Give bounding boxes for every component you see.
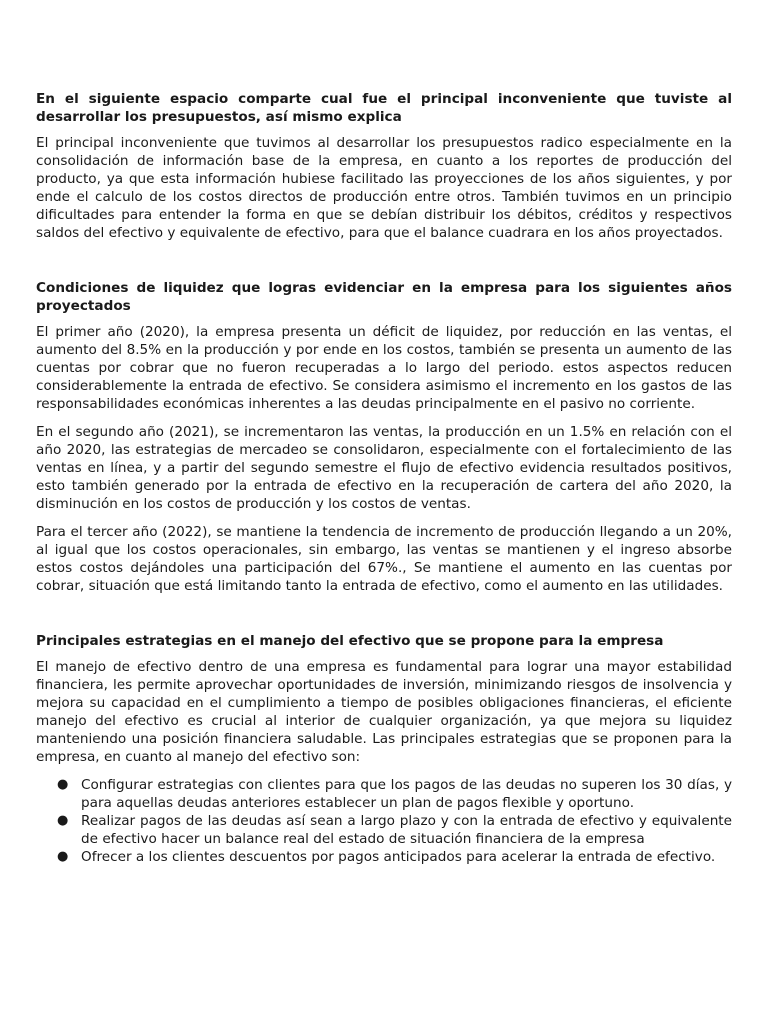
paragraph: Para el tercer año (2022), se mantiene la tendencia de incremento de producción llegando a un 20%, al igual que los costos operacionales, sin embargo, las ventas se mantienen y el ingreso absorbe estos costos dejándoles una participación del 67%., Se mantiene el aumento en las cuentas por cobrar, situación que está limitando tanto la entrada de efectivo, como el aumento en las utilidades.	[36, 524, 732, 594]
bullet-icon: ●	[57, 849, 69, 864]
list-item-text: Configurar estrategias con clientes para que los pagos de las deudas no superen los 30 días, y para aquellas deudas anteriores establecer un plan de pagos flexible y oportuno.	[81, 777, 732, 811]
section-inconveniente	[36, 90, 732, 242]
section-estrategias	[36, 632, 732, 866]
section-heading: En el siguiente espacio comparte cual fue el principal inconveniente que tuviste al desarrollar los presupuestos, así mismo explica	[36, 91, 732, 125]
strategy-list	[36, 776, 732, 866]
section-liquidez	[36, 279, 732, 595]
paragraph: El manejo de efectivo dentro de una empresa es fundamental para lograr una mayor estabilidad financiera, les permite aprovechar oportunidades de inversión, minimizando riesgos de insolvencia y mejora su capacidad en el cumplimiento a tiempo de posibles obligaciones financieras, el eficiente manejo del efectivo es crucial al interior de cualquier organización, ya que mejora su liquidez manteniendo una posición financiera saludable. Las principales estrategias que se proponen para la empresa, en cuanto al manejo del efectivo son:	[36, 659, 732, 765]
list-item-text: Realizar pagos de las deudas así sean a largo plazo y con la entrada de efectivo y equivalente de efectivo hacer un balance real del estado de situación financiera de la empresa	[81, 813, 732, 847]
list-item	[57, 848, 732, 866]
bullet-icon: ●	[57, 777, 69, 792]
paragraph: El primer año (2020), la empresa presenta un déficit de liquidez, por reducción en las ventas, el aumento del 8.5% en la producción y por ende en los costos, también se presenta un aumento de las cuentas por cobrar que no fueron recuperadas a lo largo del periodo. estos aspectos reducen considerablemente la entrada de efectivo. Se considera asimismo el incremento en los gastos de las responsabilidades económicas inherentes a las deudas principalmente en el pasivo no corriente.	[36, 324, 732, 412]
list-item	[57, 776, 732, 812]
paragraph: El principal inconveniente que tuvimos al desarrollar los presupuestos radico especialmente en la consolidación de información base de la empresa, en cuanto a los reportes de producción del producto, ya que esta información hubiese facilitado las proyecciones de los años siguientes, y por ende el calculo de los costos directos de producción entre otros. También tuvimos en un principio dificultades para entender la forma en que se debían distribuir los débitos, créditos y respectivos saldos del efectivo y equivalente de efectivo, para que el balance cuadrara en los años proyectados.	[36, 135, 732, 241]
paragraph: En el segundo año (2021), se incrementaron las ventas, la producción en un 1.5% en relación con el año 2020, las estrategias de mercadeo se consolidaron, especialmente con el fortalecimiento de las ventas en línea, y a partir del segundo semestre el flujo de efectivo evidencia resultados positivos, esto también generado por la entrada de efectivo en la recuperación de cartera del año 2020, la disminución en los costos de producción y los costos de ventas.	[36, 424, 732, 512]
section-heading: Principales estrategias en el manejo del efectivo que se propone para la empresa	[36, 633, 664, 649]
list-item-text: Ofrecer a los clientes descuentos por pagos anticipados para acelerar la entrada de efectivo.	[81, 849, 716, 865]
list-item	[57, 812, 732, 848]
section-heading: Condiciones de liquidez que logras evidenciar en la empresa para los siguientes años proyectados	[36, 280, 732, 314]
bullet-icon: ●	[57, 813, 69, 828]
